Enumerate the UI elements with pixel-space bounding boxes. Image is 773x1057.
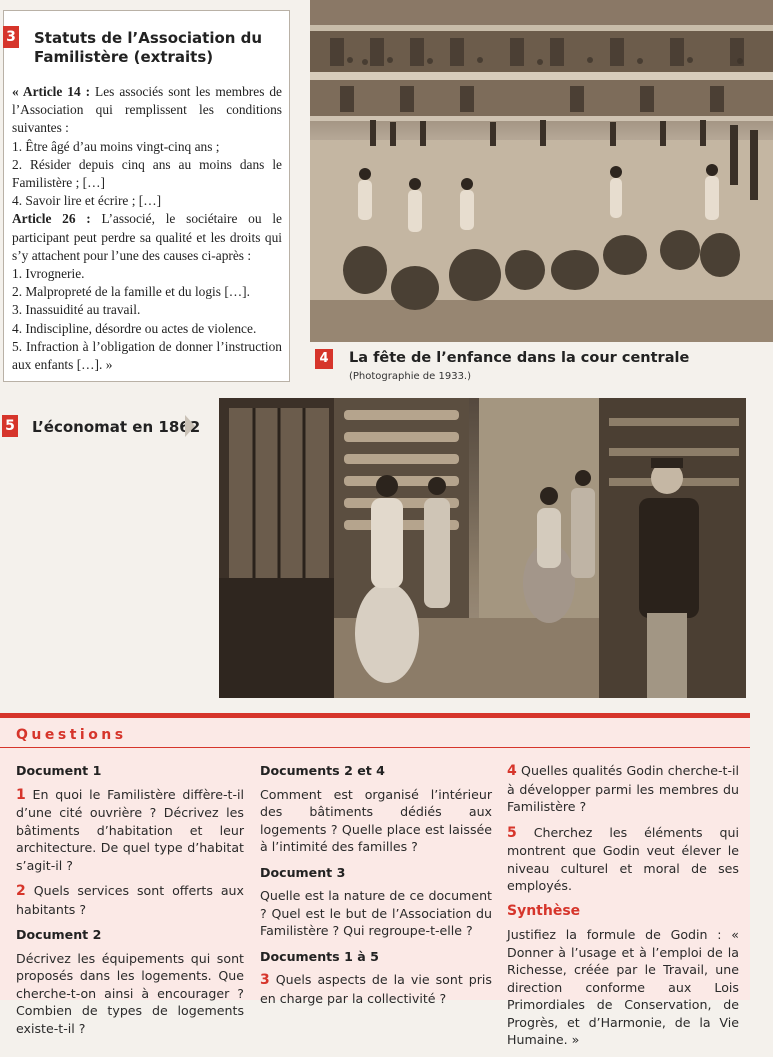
condition-1: 1. Être âgé d’au moins vingt-cinq ans ; (12, 138, 220, 154)
doc4-title: La fête de l’enfance dans la cour centrale (349, 350, 690, 366)
cause-4: 4. Indiscipline, désordre ou actes de violence. (12, 320, 257, 336)
questions-divider (0, 747, 750, 748)
condition-4: 4. Savoir lire et écrire ; […] (12, 193, 162, 209)
question-2-number: 2 (16, 883, 26, 899)
question-1-text: En quoi le Familistère diffère-t-il d’une cité ouvrière ? Décrivez les bâtiments d’habitation et leur architecture. De quel type d’habitat s’agit-il ? (16, 786, 244, 873)
synthese-text: Justifiez la formule de Godin : « Donner à l’usage et à l’emploi de la Richesse, créée par le Travail, une direction conforme aux Lois Primordiales de Conservation, de Progrès, et d’Harmonie, de la Vie Humaine. » (507, 927, 739, 1047)
question-2 (16, 882, 244, 918)
doc5-title: L’économat en 1862 (32, 418, 201, 436)
courtyard-festival-photo (310, 0, 773, 342)
question-4 (507, 762, 739, 816)
cause-2: 2. Malpropreté de la famille et du logis […]. (12, 284, 250, 300)
synthese-heading: Synthèse (507, 902, 581, 919)
doc3-number-badge: 3 (3, 26, 19, 48)
document-3-box (3, 10, 290, 382)
question-3-text: Quels aspects de la vie sont pris en charge par la collectivité ? (260, 972, 492, 1006)
document-3-question: Quelle est la nature de ce document ? Quel est le but de l’Association du Familistère ? Qui regroupe-t-elle ? (260, 888, 492, 938)
heading-document-3: Document 3 (260, 864, 346, 880)
heading-documents-2-4: Documents 2 et 4 (260, 763, 385, 778)
doc5-number-badge: 5 (2, 415, 18, 437)
question-1-number: 1 (16, 786, 26, 803)
question-5-number: 5 (507, 824, 517, 841)
question-4-text: Quelles qualités Godin cherche-t-il à développer parmi les membres du Familistère ? (507, 763, 739, 814)
heading-document-1: Document 1 (16, 763, 102, 778)
question-2-text: Quels services sont offerts aux habitants ? (16, 883, 244, 917)
doc4-subtitle: (Photographie de 1933.) (349, 371, 472, 382)
question-5 (507, 824, 739, 895)
article26-label: Article 26 : (12, 211, 91, 227)
questions-column-2 (260, 762, 492, 1015)
article26-text: L’associé, le sociétaire ou le participant peut perdre sa qualité et les droits qui s’y attachent pour l’une des causes ci-après : (12, 211, 282, 263)
questions-column-1 (16, 762, 244, 1045)
question-4-number: 4 (507, 763, 517, 779)
question-3-number: 3 (260, 972, 270, 988)
arrow-right-icon (185, 415, 195, 437)
article14-label: « Article 14 : (12, 84, 91, 99)
heading-documents-1-5: Documents 1 à 5 (260, 948, 379, 964)
doc3-title: Statuts de l’Association du Familistère (extraits) (34, 29, 263, 66)
cause-1: 1. Ivrognerie. (12, 266, 85, 282)
article14-text: Les associés sont les membres de l’Association qui remplissent les conditions suivantes : (12, 84, 282, 136)
documents-2-4-question: Comment est organisé l’intérieur des bâtiments dédiés aux logements ? Quelle place est laissée à l’intimité des familles ? (260, 786, 492, 854)
economat-shop-photo (219, 398, 746, 698)
condition-2: 2. Résider depuis cinq ans au moins dans le Familistère ; […] (12, 156, 282, 191)
question-5-text: Cherchez les éléments qui montrent que Godin veut élever le niveau culturel et moral de ses employés. (507, 824, 739, 893)
cause-5: 5. Infraction à l’obligation de donner l’instruction aux enfants […]. » (12, 338, 282, 373)
question-1 (16, 786, 244, 875)
heading-document-2: Document 2 (16, 927, 102, 942)
doc4-number-badge: 4 (315, 349, 333, 369)
doc3-body (12, 83, 282, 374)
questions-column-3 (507, 762, 739, 1057)
questions-heading: Questions (16, 727, 127, 743)
document-2-question: Décrivez les équipements qui sont proposés dans les logements. Que cherche-t-on ainsi à encourager ? Combien de types de logements existe-t-il ? (16, 950, 244, 1036)
cause-3: 3. Inassuidité au travail. (12, 302, 141, 318)
question-3 (260, 971, 492, 1007)
